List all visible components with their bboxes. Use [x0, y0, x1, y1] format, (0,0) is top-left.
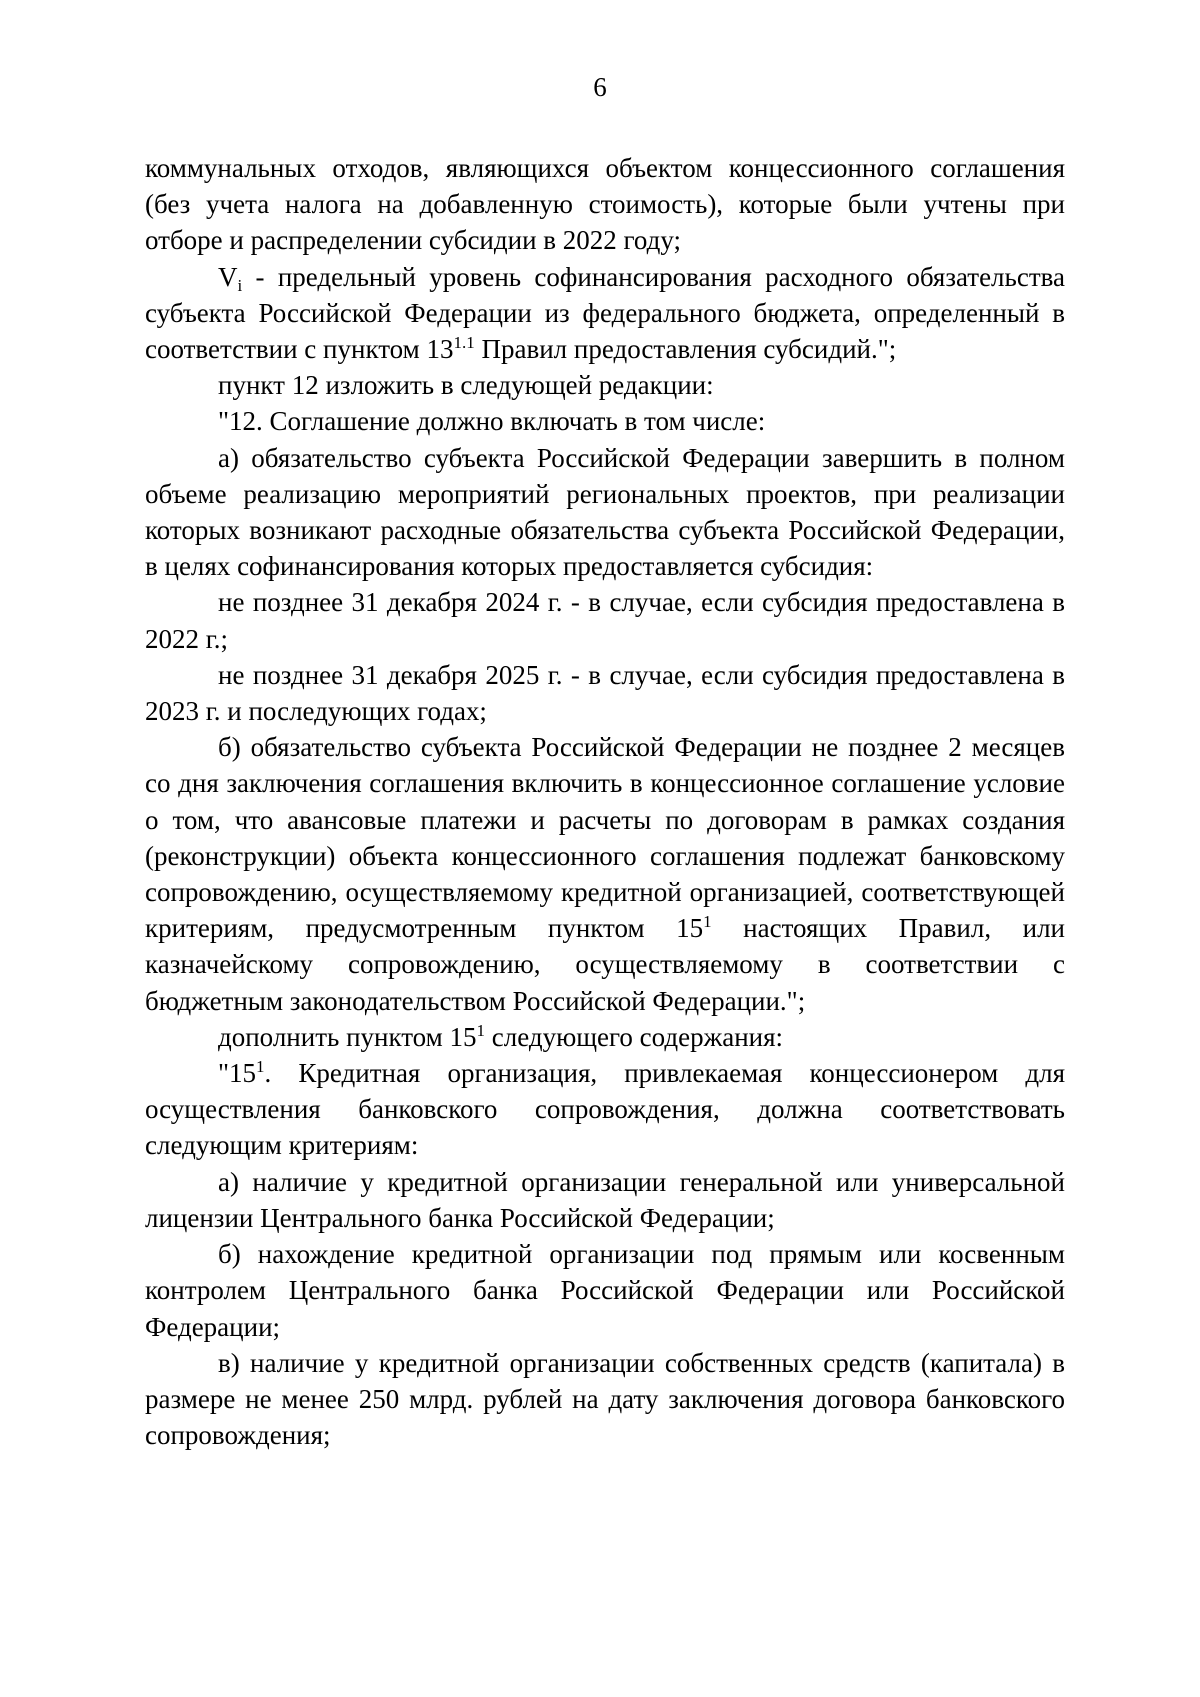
- add-item15-text: дополнить пунктом 15: [218, 1021, 477, 1052]
- clause-superscript: 1: [703, 912, 712, 932]
- page-number: 6: [593, 72, 607, 102]
- clause-superscript: 1: [476, 1020, 485, 1040]
- item12-b-end: настоящих Правил, или казначейскому сопровождению, осуществляемому в соответствии с бюджетным законодательством Российской Федерации.";: [145, 913, 1065, 1016]
- paragraph-item12-title: "12. Соглашение должно включать в том числе:: [218, 406, 766, 437]
- paragraph-item12-a: а) обязательство субъекта Российской Федерации завершить в полном объеме реализацию мероприятий региональных проектов, при реализации которых возникают расходные обязательства субъекта Российской Федерации, в целях софинансирования которых предоставляется субсидия:: [145, 442, 1065, 582]
- paragraph-item12-b: [145, 729, 1065, 1019]
- paragraph-add-item15: [145, 1019, 1065, 1055]
- vi-definition-end: Правил предоставления субсидий.";: [474, 334, 897, 365]
- paragraph-deadline-2024: не позднее 31 декабря 2024 г. - в случае, если субсидия предоставлена в 2022 г.;: [145, 587, 1065, 654]
- paragraph-deadline-2025: не позднее 31 декабря 2025 г. - в случае, если субсидия предоставлена в 2023 г. и последующих годах;: [145, 659, 1065, 727]
- paragraph-item15-c: в) наличие у кредитной организации собственных средств (капитала) в размере не менее 250 млрд. рублей на дату заключения договора банковского сопровождения;: [145, 1347, 1065, 1451]
- item15-number: "15: [218, 1058, 257, 1089]
- document-body: [145, 150, 1065, 1453]
- paragraph-item15-title: [145, 1055, 1065, 1164]
- paragraph-item15-b: б) нахождение кредитной организации под прямым или косвенным контролем Центрального банка Российской Федерации или Российской Федерации;: [145, 1239, 1065, 1342]
- paragraph-item12-intro: пункт 12 изложить в следующей редакции:: [218, 370, 714, 401]
- clause-superscript: 1.1: [453, 333, 475, 353]
- item12-b-text: б) обязательство субъекта Российской Федерации не позднее 2 месяцев со дня заключения соглашения включить в концессионное соглашение условие о том, что авансовые платежи и расчеты по договорам в рамках создания (реконструкции) объекта концессионного соглашения подлежат банковскому сопровождению, осуществляемому кредитной организацией, соответствующей критериям, предусмотренным пунктом 15: [145, 732, 1065, 944]
- variable-subscript: i: [237, 275, 243, 295]
- paragraph-waste-objects: коммунальных отходов, являющихся объектом концессионного соглашения (без учета налога на добавленную стоимость), которые были учтены при отборе и распределении субсидии в 2022 году;: [145, 153, 1065, 256]
- variable-v: V: [218, 261, 238, 292]
- item15-text: . Кредитная организация, привлекаемая концессионером для осуществления банковского сопровождения, должна соответствовать следующим критериям:: [145, 1058, 1065, 1161]
- add-item15-end: следующего содержания:: [485, 1021, 784, 1052]
- clause-superscript: 1: [256, 1057, 265, 1077]
- paragraph-vi-definition: [145, 259, 1065, 368]
- vi-definition-text: - предельный уровень софинансирования расходного обязательства субъекта Российской Федерации из федерального бюджета, определенный в соответствии с пунктом 13: [145, 261, 1065, 365]
- paragraph-item15-a: а) наличие у кредитной организации генеральной или универсальной лицензии Центрального банка Российской Федерации;: [145, 1166, 1065, 1233]
